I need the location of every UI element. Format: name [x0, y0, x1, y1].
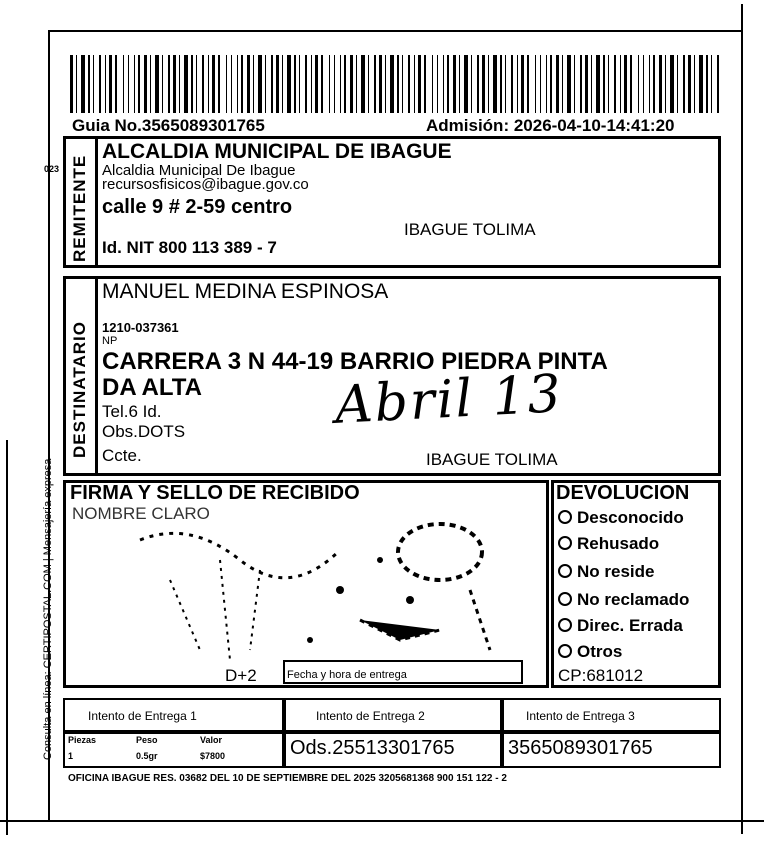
- devolucion-option: Desconocido: [558, 508, 684, 528]
- firma-title: FIRMA Y SELLO DE RECIBIDO: [70, 482, 360, 504]
- destinatario-tel: Tel.6 Id.: [102, 402, 162, 421]
- destinatario-divider: [95, 276, 98, 476]
- destinatario-address-2: DA ALTA: [102, 374, 202, 401]
- firma-fecha: Fecha y hora de entrega: [287, 669, 407, 681]
- remitente-divider: [95, 136, 98, 268]
- intento-label-3: Intento de Entrega 3: [526, 709, 635, 723]
- piezas-value: 1: [68, 751, 74, 761]
- outer-frame-right: [741, 4, 743, 834]
- details-cell: [63, 732, 284, 768]
- guia-number-cell: 3565089301765: [508, 737, 653, 759]
- devolucion-option: No reside: [558, 562, 654, 582]
- destinatario-np: NP: [102, 335, 118, 347]
- destinatario-city: IBAGUE TOLIMA: [426, 450, 558, 469]
- firma-d2: D+2: [225, 666, 257, 685]
- destinatario-ccte: Ccte.: [102, 446, 142, 465]
- devolucion-option: No reclamado: [558, 590, 689, 610]
- footer-text: OFICINA IBAGUE RES. 03682 DEL 10 DE SEPTIEMBRE DEL 2025 3205681368 900 151 122 - 2: [68, 773, 507, 784]
- peso-value: 0.5gr: [136, 751, 158, 761]
- peso-label: Peso: [136, 735, 158, 745]
- valor-value: $7800: [200, 751, 226, 761]
- devolucion-option: Rehusado: [558, 534, 659, 554]
- intento-label-1: Intento de Entrega 1: [88, 709, 197, 723]
- radio-circle-icon: [558, 536, 572, 550]
- destinatario-code: 1210-037361: [102, 320, 179, 335]
- firma-nombre: NOMBRE CLARO: [72, 504, 210, 523]
- destinatario-obs: Obs.DOTS: [102, 422, 186, 441]
- admision-timestamp: Admisión: 2026-04-10-14:41:20: [426, 116, 675, 135]
- outer-frame-top: [48, 30, 742, 32]
- destinatario-label: DESTINATARIO: [70, 321, 89, 458]
- remitente-label: REMITENTE: [70, 154, 89, 262]
- side-consulta-text: Consulta en línea: CERTIPOSTAL.COM | Mensajería expresa: [42, 458, 54, 760]
- radio-circle-icon: [558, 564, 572, 578]
- remitente-email: recursosfisicos@ibague.gov.co: [102, 176, 309, 193]
- destinatario-address-1: CARRERA 3 N 44-19 BARRIO PIEDRA PINTA: [102, 348, 608, 375]
- devolucion-option: Otros: [558, 642, 622, 662]
- radio-circle-icon: [558, 644, 572, 658]
- remitente-nit: Id. NIT 800 113 389 - 7: [102, 238, 277, 257]
- ods-number: Ods.25513301765: [290, 737, 455, 759]
- devolucion-title: DEVOLUCION: [556, 482, 690, 504]
- intento-label-2: Intento de Entrega 2: [316, 709, 425, 723]
- left-margin-line: [6, 440, 8, 835]
- remitente-city: IBAGUE TOLIMA: [404, 220, 536, 239]
- remitente-name: ALCALDIA MUNICIPAL DE IBAGUE: [102, 140, 452, 163]
- signature-stamp: [110, 500, 530, 670]
- valor-label: Valor: [200, 735, 223, 745]
- remitente-line2: Alcaldia Municipal De Ibague: [102, 162, 296, 179]
- guia-number: Guia No.3565089301765: [72, 116, 265, 135]
- handwritten-date: Abril 13: [333, 364, 565, 436]
- devolucion-cp: CP:681012: [558, 666, 644, 685]
- barcode: [70, 55, 720, 113]
- radio-circle-icon: [558, 592, 572, 606]
- radio-circle-icon: [558, 618, 572, 632]
- remitente-tag: 023: [44, 164, 60, 174]
- devolucion-option: Direc. Errada: [558, 616, 683, 636]
- piezas-label: Piezas: [68, 735, 97, 745]
- destinatario-name: MANUEL MEDINA ESPINOSA: [102, 280, 389, 303]
- remitente-address: calle 9 # 2-59 centro: [102, 196, 293, 218]
- outer-frame-bottom: [0, 820, 764, 822]
- radio-circle-icon: [558, 510, 572, 524]
